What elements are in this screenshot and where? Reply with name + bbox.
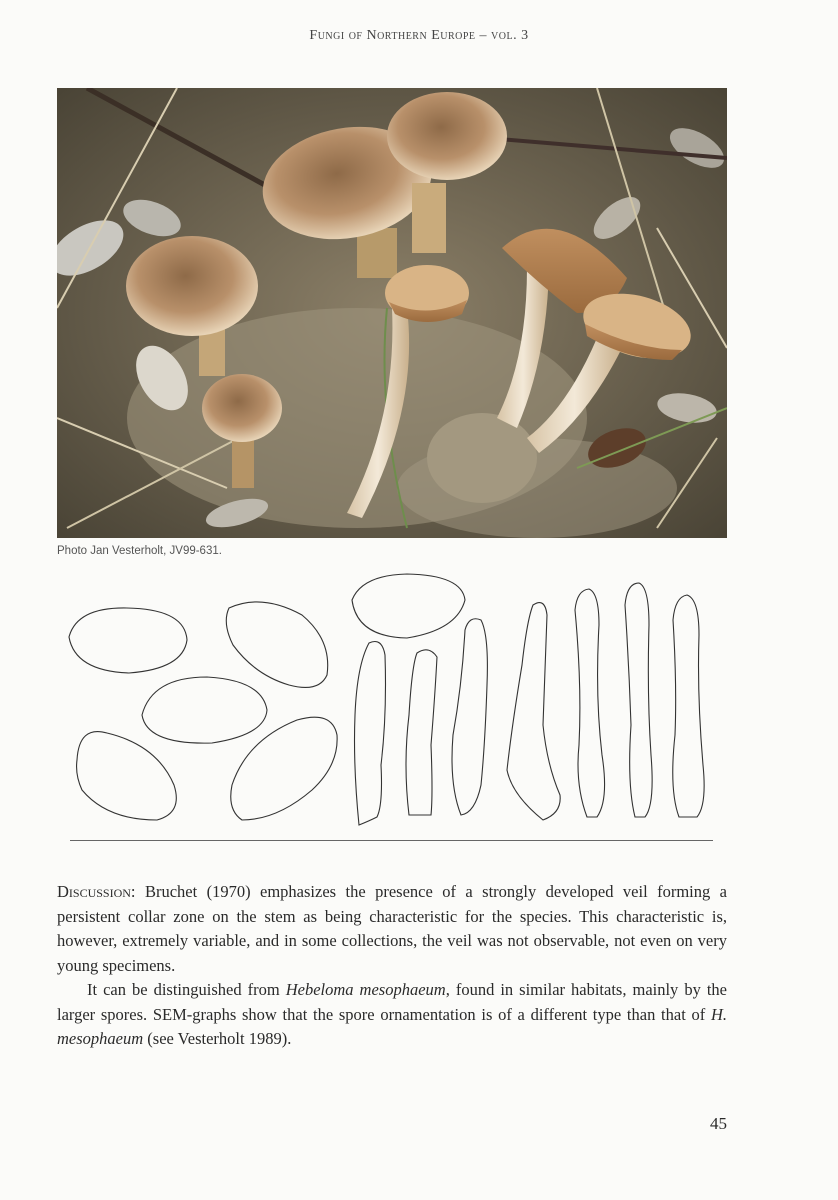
running-head: Fungi of Northern Europe – vol. 3 [309,28,529,43]
spore-outline [231,717,337,820]
cystidium-outline [673,595,704,817]
cystidium-outline [575,589,605,817]
cystidium-outline [507,603,560,820]
spore-outline [142,677,267,743]
horizontal-rule [70,840,713,841]
photo-caption: Photo Jan Vesterholt, JV99-631. [57,545,222,557]
page-number: 45 [710,1114,727,1133]
mushroom-photo [57,88,727,538]
discussion-paragraph-2 [57,978,727,1052]
cystidium-outline [625,583,652,817]
discussion-section [57,880,727,1052]
discussion-paragraph-1 [57,880,727,978]
spores-cheilocystidia-drawing [57,565,727,835]
species-name: Hebeloma mesophaeum [285,980,446,999]
species-name-abbrev: H. mesophaeum [57,1004,727,1048]
paragraph-1-text: Bruchet (1970) emphasizes the presence of a strongly developed veil forming a persistent collar zone on the stem as being characteristic for the species. This characteristic is, however, extremely variable, and in some collections, the veil was not observable, not even on very young specimens. [57,882,727,975]
discussion-label: Discussion: [57,882,136,901]
spore-outline [226,602,327,688]
cystidium-outline [406,650,437,815]
spore-outline [77,732,177,820]
cystidium-outline [355,642,386,826]
spore-outline [69,608,187,673]
paragraph-2-text-a: It can be distinguished from [87,980,286,999]
paragraph-2-text-c: (see Vesterholt 1989). [143,1029,292,1048]
paragraph-2-text-b: , found in similar habitats, mainly by the larger spores. SEM-graphs show that the spore ornamentation is of a different type than that of [57,980,727,1024]
cystidium-outline [452,619,487,815]
spore-outline [352,574,465,638]
